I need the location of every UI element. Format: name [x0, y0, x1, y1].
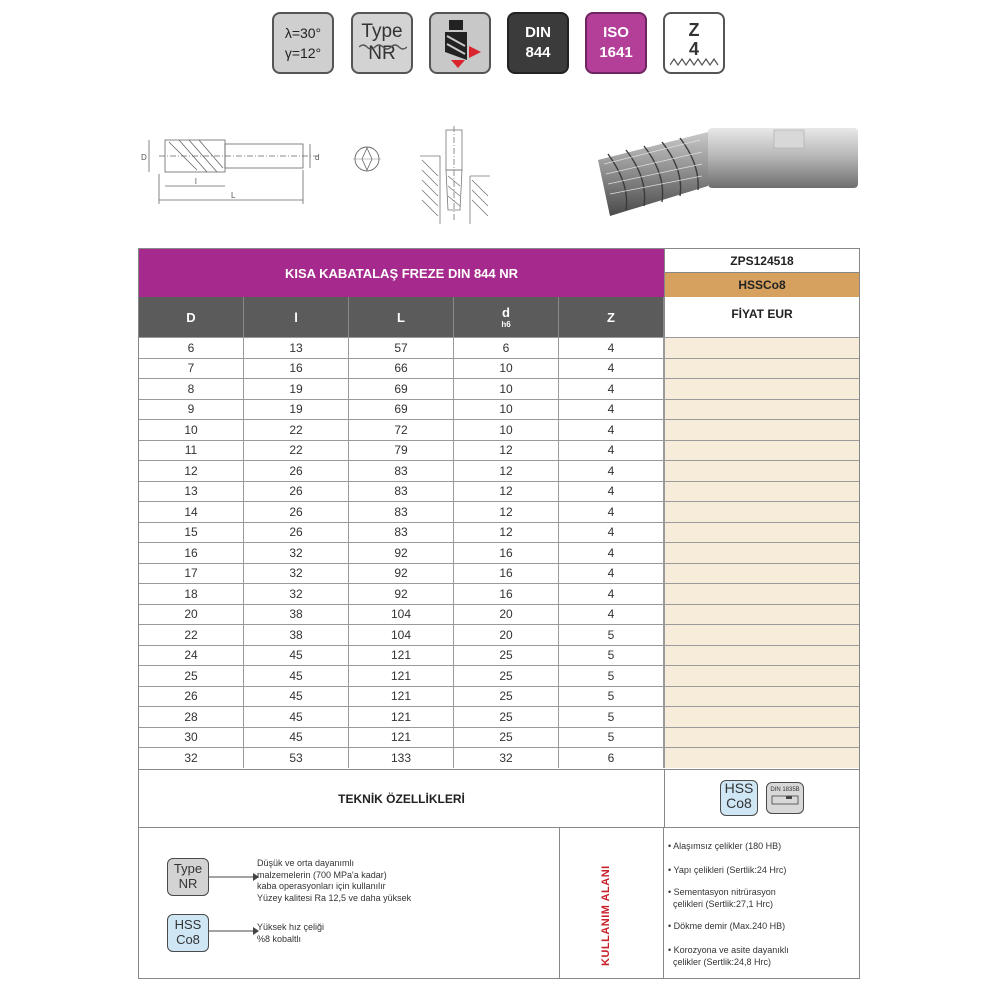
cell-Z: 5 [559, 646, 664, 666]
cell-l: 32 [244, 584, 349, 604]
price-cell [664, 461, 859, 481]
cell-l: 32 [244, 543, 349, 563]
cell-l: 45 [244, 646, 349, 666]
price-cell [664, 502, 859, 522]
table-row [139, 399, 859, 420]
cell-D: 8 [139, 379, 244, 399]
usage-list [664, 828, 859, 979]
cell-d: 20 [454, 605, 559, 625]
cell-d: 12 [454, 441, 559, 461]
cell-L: 83 [349, 502, 454, 522]
cell-L: 133 [349, 748, 454, 768]
table-body [139, 337, 859, 768]
type-label: Type [361, 21, 403, 42]
label-l: l [195, 177, 197, 186]
lambda-angle: λ=30° [284, 25, 322, 41]
description-panel [139, 828, 559, 979]
cell-L: 92 [349, 584, 454, 604]
cell-d: 25 [454, 728, 559, 748]
cell-L: 83 [349, 523, 454, 543]
cell-d: 16 [454, 543, 559, 563]
cell-Z: 4 [559, 605, 664, 625]
price-cell [664, 400, 859, 420]
table-row [139, 665, 859, 686]
table-row [139, 522, 859, 543]
cell-d: 10 [454, 400, 559, 420]
flute-count-badge [663, 12, 725, 74]
cell-D: 11 [139, 441, 244, 461]
hss-co8-description-icon: HSS Co8 [167, 914, 209, 952]
cell-D: 26 [139, 687, 244, 707]
cell-d: 25 [454, 687, 559, 707]
cell-d: 32 [454, 748, 559, 768]
cell-L: 92 [349, 543, 454, 563]
technical-specs-row [139, 769, 859, 827]
hss-co8-description [257, 922, 324, 945]
cell-Z: 4 [559, 482, 664, 502]
cutting-tool-icon [435, 16, 485, 70]
table-row [139, 706, 859, 727]
technical-icons [664, 770, 859, 827]
hss-description-line: %8 kobaltlı [257, 933, 302, 944]
cell-D: 15 [139, 523, 244, 543]
cell-l: 32 [244, 564, 349, 584]
table-row [139, 563, 859, 584]
cell-Z: 4 [559, 523, 664, 543]
tolerance-h6: h6 [501, 320, 511, 329]
arrow-icon [209, 872, 259, 882]
cell-D: 24 [139, 646, 244, 666]
cell-l: 45 [244, 728, 349, 748]
dimension-drawing [135, 128, 345, 210]
cell-Z: 4 [559, 359, 664, 379]
usage-item-line: • Korozyona ve asite dayanıklı [668, 945, 789, 955]
price-cell [664, 666, 859, 686]
cell-L: 121 [349, 707, 454, 727]
arrow-icon [209, 926, 259, 936]
wave-icon [359, 43, 407, 51]
technical-specs-label: TEKNİK ÖZELLİKLERİ [338, 791, 465, 806]
cell-D: 13 [139, 482, 244, 502]
cell-Z: 5 [559, 707, 664, 727]
cell-l: 22 [244, 420, 349, 440]
cell-l: 26 [244, 523, 349, 543]
cell-D: 22 [139, 625, 244, 645]
price-cell [664, 564, 859, 584]
cell-Z: 5 [559, 666, 664, 686]
cell-L: 72 [349, 420, 454, 440]
cell-d: 25 [454, 666, 559, 686]
cell-Z: 4 [559, 420, 664, 440]
table-row [139, 645, 859, 666]
cell-d: 12 [454, 523, 559, 543]
cell-Z: 4 [559, 379, 664, 399]
cell-L: 57 [349, 338, 454, 358]
label-D: D [141, 153, 147, 162]
cell-Z: 4 [559, 584, 664, 604]
din-number: 844 [525, 44, 551, 61]
type-nr-description [257, 858, 411, 904]
type-nr-badge [351, 12, 413, 74]
table-row [139, 542, 859, 563]
cell-L: 69 [349, 379, 454, 399]
cell-d: 12 [454, 461, 559, 481]
type-description-line: Düşük ve orta dayanımlı [257, 858, 355, 868]
helix-angle-badge [272, 12, 334, 74]
usage-item [668, 944, 853, 968]
usage-item [668, 886, 853, 910]
cell-l: 22 [244, 441, 349, 461]
cell-l: 45 [244, 707, 349, 727]
column-header-d: d h6 [454, 297, 559, 337]
z-value: 4 [688, 39, 699, 59]
usage-label-column [559, 828, 664, 979]
cell-d: 20 [454, 625, 559, 645]
usage-item [668, 840, 853, 852]
cell-d: 10 [454, 359, 559, 379]
price-cell [664, 625, 859, 645]
usage-item-line: • Sementasyon nitrürasyon [668, 887, 776, 897]
cutting-direction-badge [429, 12, 491, 74]
cell-l: 53 [244, 748, 349, 768]
cell-Z: 4 [559, 338, 664, 358]
cell-L: 92 [349, 564, 454, 584]
cell-L: 121 [349, 646, 454, 666]
usage-item [668, 864, 853, 876]
z-label: Z [688, 20, 700, 40]
price-cell [664, 441, 859, 461]
usage-item-line: çelikler (Sertlik:24,8 Hrc) [668, 957, 772, 967]
price-cell [664, 728, 859, 748]
cell-L: 83 [349, 482, 454, 502]
cell-d: 16 [454, 564, 559, 584]
cell-D: 9 [139, 400, 244, 420]
cell-l: 38 [244, 625, 349, 645]
cell-D: 6 [139, 338, 244, 358]
cell-L: 69 [349, 400, 454, 420]
cell-l: 19 [244, 379, 349, 399]
cell-D: 25 [139, 666, 244, 686]
price-cell [664, 523, 859, 543]
material-label: HSSCo8 [664, 273, 859, 297]
table-row [139, 440, 859, 461]
cell-D: 16 [139, 543, 244, 563]
product-code: ZPS124518 [664, 249, 859, 273]
column-header-l: l [244, 297, 349, 337]
price-cell [664, 584, 859, 604]
cell-D: 30 [139, 728, 244, 748]
column-header-L: L [349, 297, 454, 337]
cell-L: 66 [349, 359, 454, 379]
price-cell [664, 338, 859, 358]
table-row [139, 481, 859, 502]
gamma-angle: γ=12° [284, 45, 322, 61]
usage-item-line: • Alaşımsız çelikler (180 HB) [668, 841, 782, 851]
table-row [139, 747, 859, 768]
cell-D: 18 [139, 584, 244, 604]
cell-L: 121 [349, 687, 454, 707]
cell-Z: 5 [559, 728, 664, 748]
iso-number: 1641 [599, 44, 633, 61]
din-844-badge [507, 12, 569, 74]
cell-Z: 4 [559, 441, 664, 461]
usage-item [668, 920, 853, 932]
cell-L: 79 [349, 441, 454, 461]
type-description-line: malzemelerin (700 MPa'a kadar) [257, 869, 387, 880]
usage-item-line: çelikleri (Sertlik:27,1 Hrc) [668, 899, 774, 909]
type-description-line: kaba operasyonları için kullanılır [257, 881, 386, 891]
cell-d: 6 [454, 338, 559, 358]
cell-d: 16 [454, 584, 559, 604]
hss-description-line: Yüksek hız çeliği [257, 922, 325, 932]
cell-L: 83 [349, 461, 454, 481]
price-header: FİYAT EUR [664, 297, 859, 337]
table-row [139, 358, 859, 379]
cell-D: 10 [139, 420, 244, 440]
table-row [139, 604, 859, 625]
feature-badges [272, 12, 728, 76]
table-row [139, 727, 859, 748]
price-cell [664, 687, 859, 707]
table-row [139, 583, 859, 604]
cell-Z: 4 [559, 564, 664, 584]
table-row [139, 686, 859, 707]
cell-Z: 4 [559, 400, 664, 420]
cell-l: 16 [244, 359, 349, 379]
price-cell [664, 482, 859, 502]
iso-label: ISO [603, 24, 629, 41]
cell-L: 121 [349, 728, 454, 748]
description-section [139, 827, 859, 979]
cell-D: 14 [139, 502, 244, 522]
table-row [139, 460, 859, 481]
price-cell [664, 748, 859, 768]
hss-co8-icon: HSS Co8 [720, 780, 758, 816]
end-view-drawing [350, 142, 384, 176]
cell-l: 26 [244, 461, 349, 481]
product-photo-end-mill [590, 124, 862, 220]
iso-1641-badge [585, 12, 647, 74]
table-row [139, 501, 859, 522]
usage-item-line: • Dökme demir (Max.240 HB) [668, 921, 786, 931]
type-value: NR [368, 43, 396, 64]
cell-l: 38 [244, 605, 349, 625]
product-table [138, 248, 860, 979]
cell-Z: 4 [559, 502, 664, 522]
cell-l: 13 [244, 338, 349, 358]
cell-d: 12 [454, 502, 559, 522]
type-description-line: Yüzey kalitesi Ra 12,5 ve daha yüksek [257, 892, 412, 903]
table-row [139, 419, 859, 440]
cell-l: 26 [244, 502, 349, 522]
price-cell [664, 379, 859, 399]
price-cell [664, 420, 859, 440]
label-d: d [315, 153, 320, 162]
cell-L: 104 [349, 605, 454, 625]
cell-D: 28 [139, 707, 244, 727]
cell-L: 121 [349, 666, 454, 686]
usage-label: KULLANIM ALANI [600, 865, 612, 966]
cell-d: 10 [454, 420, 559, 440]
table-row [139, 378, 859, 399]
cell-l: 45 [244, 666, 349, 686]
cell-D: 12 [139, 461, 244, 481]
type-nr-icon: Type NR [167, 858, 209, 896]
cell-d: 12 [454, 482, 559, 502]
din-label: DIN [525, 24, 551, 41]
din-1835b-shank-icon: DIN 1835B [766, 782, 804, 814]
price-cell [664, 543, 859, 563]
price-cell [664, 646, 859, 666]
cell-d: 25 [454, 707, 559, 727]
teeth-icon [670, 58, 720, 66]
cell-d: 25 [454, 646, 559, 666]
usage-item-line: • Yapı çelikleri (Sertlik:24 Hrc) [668, 865, 787, 875]
price-cell [664, 707, 859, 727]
cell-Z: 4 [559, 543, 664, 563]
cell-D: 20 [139, 605, 244, 625]
table-title: KISA KABATALAŞ FREZE DIN 844 NR [139, 249, 664, 297]
table-row [139, 337, 859, 358]
cell-d: 10 [454, 379, 559, 399]
price-cell [664, 359, 859, 379]
price-cell [664, 605, 859, 625]
cell-Z: 5 [559, 687, 664, 707]
table-row [139, 624, 859, 645]
cutting-operation-drawing [410, 126, 496, 224]
cell-L: 104 [349, 625, 454, 645]
cell-D: 32 [139, 748, 244, 768]
cell-l: 26 [244, 482, 349, 502]
column-header-D: D [139, 297, 244, 337]
cell-Z: 5 [559, 625, 664, 645]
cell-D: 7 [139, 359, 244, 379]
cell-Z: 4 [559, 461, 664, 481]
cell-D: 17 [139, 564, 244, 584]
cell-l: 19 [244, 400, 349, 420]
column-header-Z: Z [559, 297, 664, 337]
cell-Z: 6 [559, 748, 664, 768]
cell-l: 45 [244, 687, 349, 707]
label-L: L [231, 191, 236, 200]
